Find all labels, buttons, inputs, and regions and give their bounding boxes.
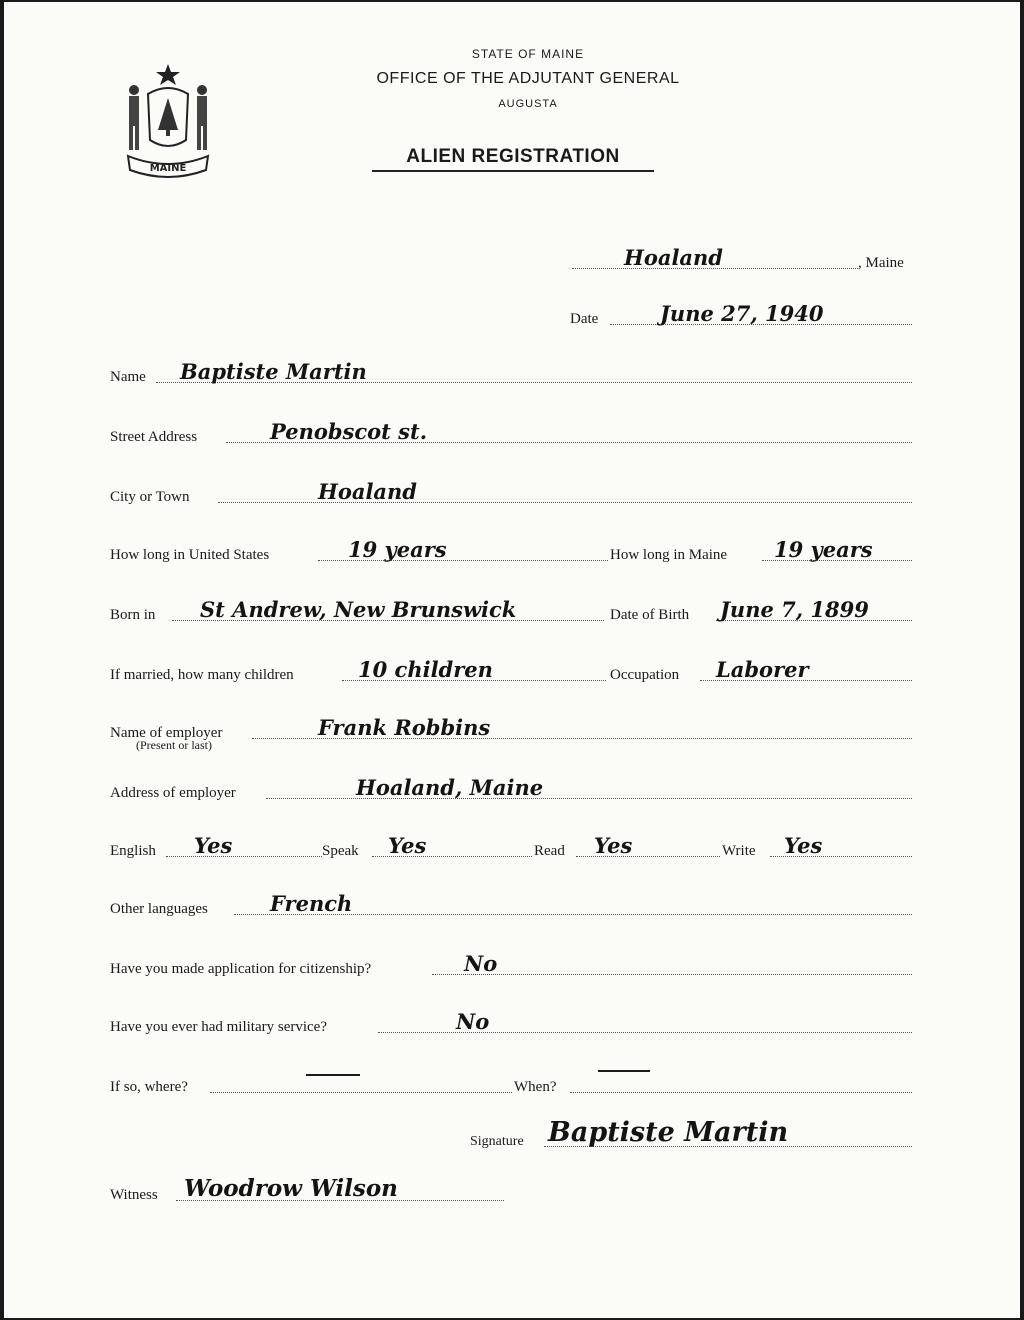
date-value: June 27, 1940 bbox=[660, 301, 824, 326]
in-maine-label: How long in Maine bbox=[610, 547, 728, 563]
header-office: OFFICE OF THE ADJUTANT GENERAL bbox=[376, 70, 680, 87]
read-label: Read bbox=[534, 843, 565, 859]
witness-row bbox=[4, 1175, 1020, 1204]
birth-row bbox=[4, 597, 1020, 624]
witness-label: Witness bbox=[110, 1187, 158, 1203]
employer-address-row bbox=[4, 775, 1020, 802]
name-label: Name bbox=[110, 369, 146, 385]
family-row bbox=[4, 657, 1020, 684]
name-value: Baptiste Martin bbox=[180, 359, 367, 384]
born-in-label: Born in bbox=[110, 607, 156, 623]
in-us-label: How long in United States bbox=[110, 547, 270, 563]
military-value: No bbox=[456, 1009, 490, 1034]
citizenship-label: Have you made application for citizenship? bbox=[110, 961, 372, 977]
seal-banner-text: MAINE bbox=[149, 163, 187, 174]
witness-value: Woodrow Wilson bbox=[184, 1175, 398, 1202]
birth-date-value: June 7, 1899 bbox=[720, 597, 869, 622]
where-label: If so, where? bbox=[110, 1079, 188, 1095]
employer-label: Name of employer bbox=[110, 725, 223, 741]
born-in-value: St Andrew, New Brunswick bbox=[200, 597, 517, 622]
street-label: Street Address bbox=[110, 429, 198, 445]
date-label: Date bbox=[570, 311, 599, 327]
other-languages-label: Other languages bbox=[110, 901, 208, 917]
residence-row bbox=[4, 537, 1020, 564]
speak-label: Speak bbox=[322, 843, 359, 859]
occupation-value: Laborer bbox=[716, 657, 809, 682]
street-row bbox=[4, 419, 1020, 446]
title-underline bbox=[372, 170, 654, 172]
citizenship-value: No bbox=[464, 951, 498, 976]
write-label: Write bbox=[722, 843, 756, 859]
place-row bbox=[4, 245, 1020, 272]
when-blank-mark bbox=[598, 1070, 650, 1072]
military-label: Have you ever had military service? bbox=[110, 1019, 327, 1035]
page-title: ALIEN REGISTRATION bbox=[406, 146, 620, 167]
place-suffix: , Maine bbox=[858, 255, 904, 271]
children-label: If married, how many children bbox=[110, 667, 294, 683]
write-value: Yes bbox=[784, 833, 823, 858]
in-us-value: 19 years bbox=[348, 537, 447, 562]
signature-row bbox=[4, 1117, 1020, 1150]
name-row bbox=[4, 359, 1020, 386]
street-value: Penobscot st. bbox=[270, 419, 428, 444]
children-value: 10 children bbox=[358, 657, 493, 682]
speak-value: Yes bbox=[388, 833, 427, 858]
maine-seal-icon bbox=[114, 60, 222, 186]
english-value: Yes bbox=[194, 833, 233, 858]
signature-label: Signature bbox=[470, 1134, 524, 1149]
other-languages-value: French bbox=[270, 891, 353, 916]
header-city: AUGUSTA bbox=[498, 98, 558, 110]
header-state: STATE OF MAINE bbox=[471, 47, 585, 61]
service-details-row bbox=[4, 1072, 1020, 1096]
read-value: Yes bbox=[594, 833, 633, 858]
signature-value: Baptiste Martin bbox=[548, 1117, 789, 1148]
language-row bbox=[4, 833, 1020, 860]
date-row bbox=[4, 301, 1020, 328]
occupation-label: Occupation bbox=[610, 667, 680, 683]
city-label: City or Town bbox=[110, 489, 190, 505]
place-value: Hoaland bbox=[624, 245, 723, 270]
birth-date-label: Date of Birth bbox=[610, 607, 690, 623]
where-blank-mark bbox=[306, 1074, 360, 1076]
in-maine-value: 19 years bbox=[774, 537, 873, 562]
when-label: When? bbox=[514, 1079, 557, 1095]
city-row bbox=[4, 479, 1020, 506]
employer-sublabel: (Present or last) bbox=[136, 738, 212, 752]
citizenship-row bbox=[4, 951, 1020, 978]
employer-address-label: Address of employer bbox=[110, 785, 236, 801]
employer-value: Frank Robbins bbox=[318, 715, 491, 740]
other-languages-row bbox=[4, 891, 1020, 918]
city-value: Hoaland bbox=[318, 479, 417, 504]
military-row bbox=[4, 1009, 1020, 1036]
registration-form bbox=[4, 2, 1020, 1318]
employer-address-value: Hoaland, Maine bbox=[356, 775, 544, 800]
english-label: English bbox=[110, 843, 156, 859]
